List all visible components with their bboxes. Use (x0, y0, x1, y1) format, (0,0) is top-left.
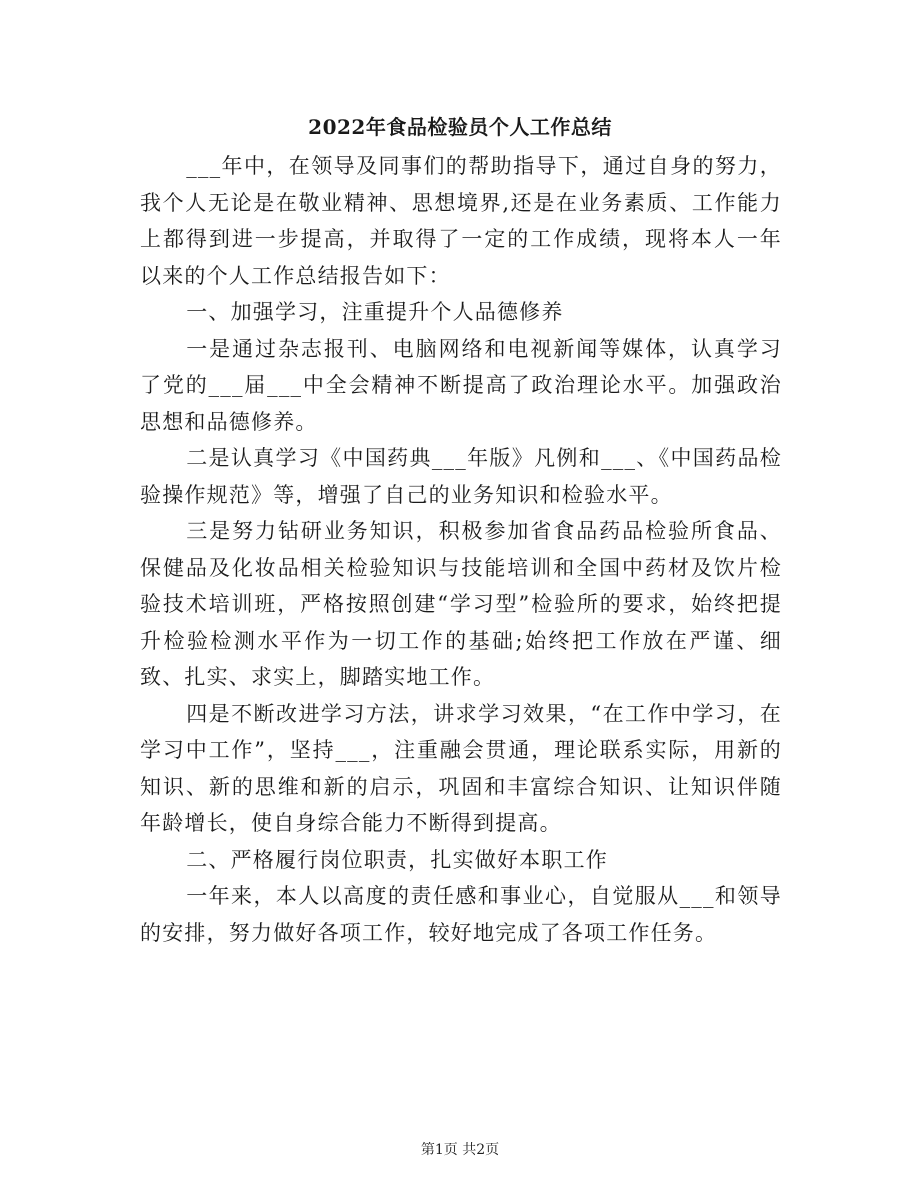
body-paragraph: 二是认真学习《中国药典___年版》凡例和___、《中国药品检验操作规范》等，增强了自己的业务知识和检验水平。 (140, 446, 782, 507)
body-paragraph: 一年来，本人以高度的责任感和事业心，自觉服从___和领导的安排，努力做好各项工作，较好地完成了各项工作任务。 (140, 884, 782, 945)
body-paragraph: 三是努力钻研业务知识，积极参加省食品药品检验所食品、保健品及化妆品相关检验知识与技能培训和全国中药材及饮片检验技术培训班，严格按照创建“学习型”检验所的要求，始终把提升检验检测水平作为一切工作的基础;始终把工作放在严谨、细致、扎实、求实上，脚踏实地工作。 (140, 519, 782, 689)
section-heading-1: 一、加强学习，注重提升个人品德修养 (186, 300, 564, 324)
body-paragraph: 一是通过杂志报刊、电脑网络和电视新闻等媒体，认真学习了党的___届___中全会精神不断提高了政治理论水平。加强政治思想和品德修养。 (140, 336, 782, 434)
document-title: 2022年食品检验员个人工作总结 (308, 115, 612, 139)
document-body (140, 148, 782, 951)
intro-paragraph: ___年中，在领导及同事们的帮助指导下，通过自身的努力，我个人无论是在敬业精神、思想境界,还是在业务素质、工作能力上都得到进一步提高，并取得了一定的工作成绩，现将本人一年以来的个人工作总结报告如下： (140, 154, 782, 288)
body-paragraph: 四是不断改进学习方法，讲求学习效果，“在工作中学习，在学习中工作”，坚持___，注重融会贯通，理论联系实际，用新的知识、新的思维和新的启示，巩固和丰富综合知识、让知识伴随年龄增长，使自身综合能力不断得到提高。 (140, 701, 782, 835)
page-footer: 第1页 共2页 (420, 1142, 500, 1158)
section-heading-2: 二、严格履行岗位职责，扎实做好本职工作 (186, 847, 608, 872)
